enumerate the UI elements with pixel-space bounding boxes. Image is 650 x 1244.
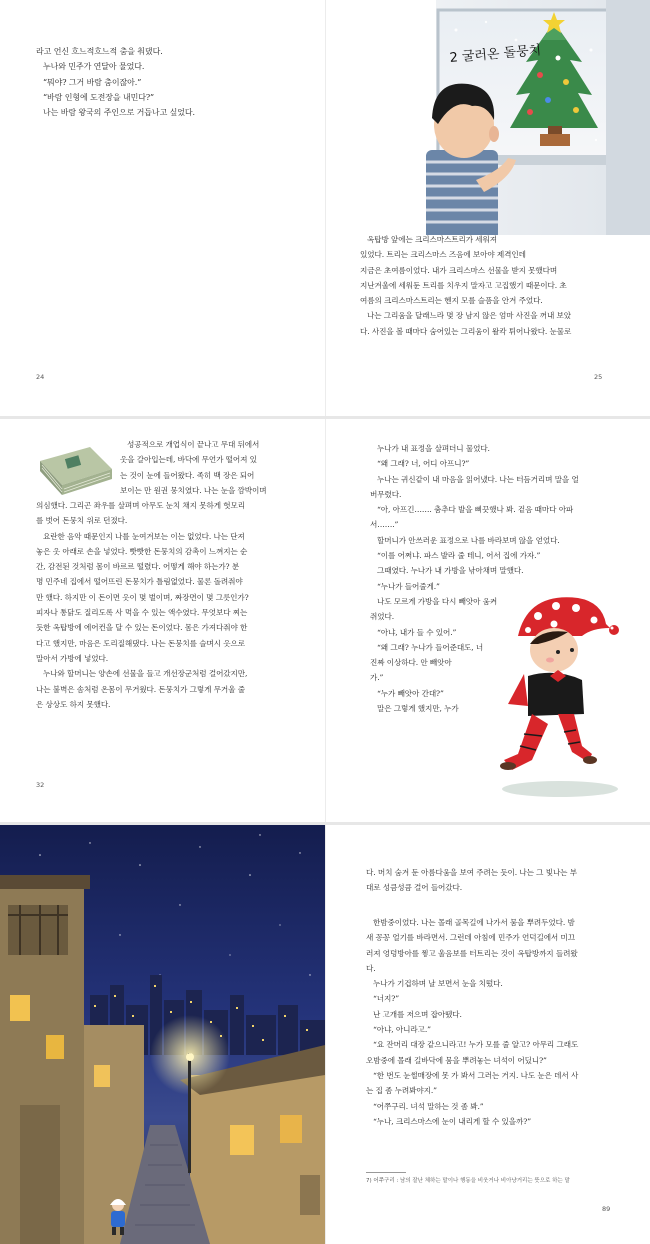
text-line: 다고 했지만, 마음은 도리질해댔다. 나는 돈뭉치를 슬며시 옷으로 (36, 638, 245, 648)
text-line: 나는 그리움을 달래느라 몇 장 남지 않은 엄마 사진을 꺼내 보았 (367, 311, 572, 321)
text-line: 나는 불벽은 솜처럼 온몸이 무거웠다. 돈뭉치가 그렇게 무거울 줄 (36, 684, 245, 694)
text-line: “왜 그래? 너, 어디 아프니?” (377, 459, 470, 469)
text-line: 말아서 가방에 넣었다. (36, 653, 109, 663)
text-line: “뭐야? 그거 바람 춤이잖아.” (43, 77, 142, 87)
page-89-text-top (366, 865, 644, 896)
text-line: 라고 언신 흐느적흐느적 춤을 춰댔다. (36, 47, 163, 56)
text-line: 누나가 기겁하며 날 보면서 눈을 치떴다. (373, 979, 503, 989)
page-number: 89 (602, 1205, 611, 1213)
text-line: 진짜 이상하다. 안 빼앗아 (370, 658, 452, 668)
text-line: “바람 인형에 도전장을 내민다?” (43, 92, 155, 102)
text-line: 보이는 만 원권 뭉치였다. 나는 눈을 깜박이며 (120, 485, 267, 495)
page-32-text-top (120, 437, 310, 498)
text-line: 새 꽁꽁 얼기를 바라면서. 그런데 아침에 민주가 언덕길에서 미끄 (366, 933, 575, 943)
text-line: “너지?” (373, 994, 400, 1004)
text-line: “누가 빼앗아 간대?” (377, 688, 444, 698)
text-line: 의심했다. 그리곤 좌우를 살펴며 아무도 눈치 채지 못하게 헛모리 (36, 501, 245, 510)
text-line: 요란한 음악 때문인지 나를 눈여겨보는 이는 없었다. 나는 단져 (43, 531, 245, 541)
text-line: 다. 머치 숨겨 둔 아름다움을 보여 주려는 듯이. 나는 그 빛나는 부 (366, 868, 577, 877)
page-25 (326, 0, 650, 416)
text-line: 만 했다. 하지만 이 돈이면 옷이 몇 벌이며, 짜장면이 몇 그릇인가? (36, 592, 249, 602)
page-89-text (366, 915, 644, 1129)
page-32-text (36, 498, 310, 712)
page-89 (326, 825, 650, 1244)
text-line: 한밤중이었다. 나는 몰래 골목길에 나가서 뭄을 뿌려두었다. 밤 (373, 918, 575, 927)
text-line: 듯한 옥탑방에 에어컨을 달 수 있는 돈이었다. 몸은 가져다줘야 한 (36, 623, 248, 633)
text-line: 나는 바람 왕국의 주인으로 거듭나고 싶었다. (43, 108, 195, 118)
text-line: 누나와 할머니는 양손에 선물을 들고 개선장군처럼 걸어갔지만, (43, 669, 248, 679)
spread-2 (0, 419, 650, 822)
text-line: 명 민주네 집에서 떨어뜨린 돈뭉치가 틀림없었다. 물론 돌려줘야 (36, 577, 243, 587)
text-line: 지난겨울에 세워둔 트리를 치우지 말자고 고집했기 때문이다. 초 (360, 280, 567, 290)
text-line: “요 잔머리 대장 같으니라고! 누가 모를 줄 알고? 아무리 그래도 (373, 1040, 579, 1050)
text-line: “아냐, 내가 들 수 있어.” (377, 627, 457, 637)
text-line: 다. 사진을 볼 때마다 숨어있는 그리움이 왈칵 튀어나왔다. 눈물로 (360, 326, 572, 336)
text-line: 는 집 좀 누려봐야지.” (366, 1086, 437, 1096)
night-alley-illustration (0, 825, 325, 1244)
text-line: 대로 성큼성큼 걸어 들어갔다. (366, 883, 463, 893)
chapter-title: 2 굴러온 돌뭉치 (449, 43, 542, 66)
text-line: 간, 감전된 것처럼 몸이 바르르 떨렸다. 어떻게 해야 하는가? 분 (36, 562, 240, 572)
text-line: 성공적으로 개업식이 끝나고 무대 뒤에서 (127, 440, 260, 449)
text-line: 말은 그렇게 했지만, 누가 (377, 704, 459, 714)
text-line: 러져 엉덩방아를 찧고 울음보를 터트리는 것이 옥탑방까지 들려왔 (366, 948, 578, 958)
page-number: 25 (594, 373, 603, 381)
text-line: 다. (366, 963, 376, 973)
text-line: 누나가 내 표정을 살펴더니 물었다. (377, 444, 490, 453)
text-line: 여름의 크리스마스트리는 헨지 모를 슬픔을 안겨 주었다. (360, 296, 543, 306)
text-line: 옷을 갈아입는데, 바닥에 무언가 떨어져 있 (120, 455, 257, 465)
text-line: 할머니가 안쓰러운 표정으로 나를 바라보며 않을 얻었다. (377, 535, 560, 545)
page-number: 32 (36, 781, 45, 789)
text-line: 있었다. 트리는 크리스마스 즈음에 보아야 제격인데 (360, 250, 526, 260)
page-32 (0, 419, 325, 822)
text-line: “아냐, 아니라고.” (373, 1025, 431, 1035)
text-line: 버무렸다. (370, 489, 402, 499)
text-line: “어쭈구리. 녀석 말하는 것 좀 봐.” (373, 1101, 484, 1111)
text-line: 은 상상도 하지 못했다. (36, 699, 111, 709)
footnote-rule (366, 1172, 406, 1173)
text-line: “누나, 크리스마스에 눈이 내리게 할 수 있을까?” (373, 1116, 531, 1126)
page-25-text (360, 232, 640, 339)
text-line: 지금은 초여름이었다. 내가 크리스마스 선물을 받지 못했다며 (360, 265, 558, 275)
page-33 (326, 419, 650, 822)
text-line: 오밤중에 몰래 길바닥에 뭄을 뿌려놓는 녀석이 어딨니?” (366, 1055, 547, 1065)
money-bundle-illustration (36, 439, 116, 499)
text-line: “한 번도 눈썰매장에 못 가 봐서 그러는 거지. 나도 눈은 데서 사 (373, 1070, 579, 1080)
spread-1 (0, 0, 650, 416)
text-line: “왜 그래? 누나가 들어준대도, 너 (377, 642, 484, 652)
text-line: 난 고개를 저으며 잡아뗐다. (373, 1009, 462, 1019)
text-line: 누나와 민주가 연달아 물었다. (43, 62, 145, 72)
page-number: 24 (36, 373, 45, 381)
text-line: 서…….” (370, 520, 399, 530)
text-line: 그때였다. 누나가 내 가방을 낚아채며 말했다. (377, 566, 524, 576)
text-line: “아, 아프긴……. 춤추다 발을 삐끗했나 봐. 겉음 때마다 아파 (377, 505, 574, 515)
text-line: 를 벗어 돈뭉치 위로 던졌다. (36, 516, 128, 526)
text-line: 나도 모르게 가방을 다시 빼앗아 움켜 (377, 596, 498, 606)
text-line: 쥐었다. (370, 612, 395, 622)
text-line: “이를 어쩌냐. 파스 발라 줄 테니, 어서 집에 가자.” (377, 551, 541, 561)
text-line: 가.” (370, 673, 384, 683)
running-boy-illustration (498, 584, 628, 804)
text-line: 놓은 옷 아래로 손을 넣었다. 빳빳한 돈뭉치의 감촉이 느껴지는 순 (36, 546, 248, 556)
page-24-text (36, 44, 306, 120)
window-boy-tree-illustration (326, 0, 650, 235)
page-24 (0, 0, 325, 416)
text-line: “누나가 들어줄게.” (377, 581, 440, 591)
footnote: 7) 어쭈구리 : 남의 잘난 체하는 말이나 행동을 비웃거나 비아냥거리는 뜻으로 하는 말 (366, 1178, 570, 1184)
text-line: 옥탑방 앞에는 크리스마스트리가 세워져 (367, 235, 497, 244)
text-line: 누나는 귀신같이 내 마음을 읽어냈다. 나는 터듬거리며 말을 얼 (377, 474, 579, 484)
spread-3 (0, 825, 650, 1244)
page-88-illustration (0, 825, 325, 1244)
text-line: 피자나 통닭도 질리도록 사 먹을 수 있는 액수였다. 무엇보다 찌는 (36, 608, 248, 618)
text-line: 는 것이 눈에 들어왔다. 족히 백 장은 되어 (120, 470, 255, 480)
